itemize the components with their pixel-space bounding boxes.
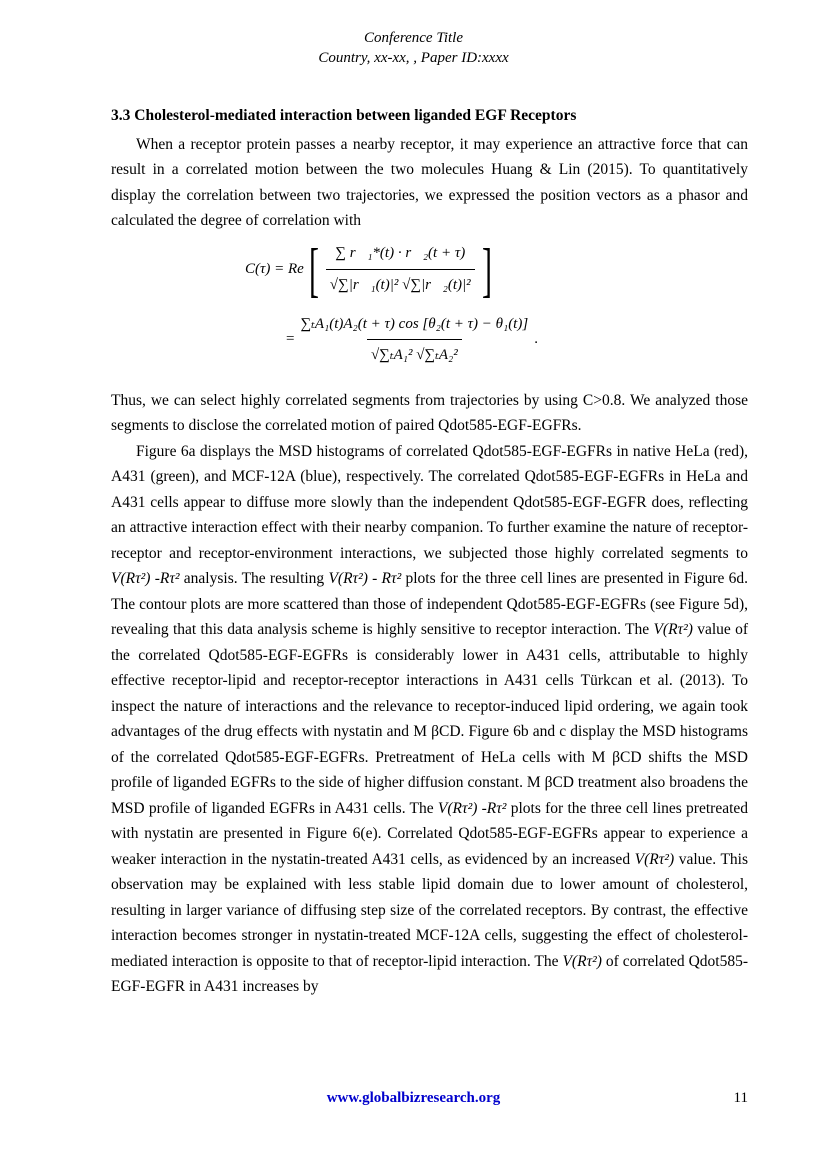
conference-title: Conference Title bbox=[363, 30, 463, 46]
equation-equals: = bbox=[286, 331, 295, 348]
paragraph-3: Figure 6a displays the MSD histograms of correlated Qdot585-EGF-EGFRs in native HeLa (red), A431 (green), and MCF-12A (blue), respectively. The correlated Qdot585-EGF-EGFRs in HeLa and A431 cells appear to diffuse more slowly than the independent Qdot585-EGF-EGFR does, reflecting an attractive interaction effect with their nearby companion. To further examine the nature of receptor-receptor and receptor-environment interactions, we subjected those highly correlated segments to V(Rτ²) -Rτ² analysis. The resulting V(Rτ²) - Rτ² plots for the three cell lines are presented in Figure 6d. The contour plots are more scattered than those of independent Qdot585-EGF-EGFRs (see Figure 5d), revealing that this data analysis scheme is highly sensitive to receptor interaction. The V(Rτ²) value of the correlated Qdot585-EGF-EGFRs is considerably lower in A431 cells, attributable to highly effective receptor-lipid and receptor-receptor interactions in A431 cells Türkcan et al. (2013). To inspect the nature of interactions and the relevance to receptor-induced lipid ordering, we again took advantages of the drug effects with nystatin and M βCD. Figure 6b and c display the MSD histograms of the correlated Qdot585-EGF-EGFRs. Pretreatment of HeLa cells with M βCD shifts the MSD profile of liganded EGFRs to the side of higher diffusion constant. M βCD treatment also broadens the MSD profile of liganded EGFRs in A431 cells. The V(Rτ²) -Rτ² plots for the three cell lines pretreated with nystatin are presented in Figure 6(e). Correlated Qdot585-EGF-EGFRs appear to experience a weaker interaction in the nystatin-treated A431 cells, as evidenced by an increased V(Rτ²) value. This observation may be explained with less stable lipid domain due to lower amount of cholesterol, resulting in larger variance of diffusing step size of the correlated receptors. By contrast, the effective interaction becomes stronger in nystatin-treated MCF-12A cells, suggesting the effect of cholesterol-mediated interaction is opposite to that of receptor-lipid interaction. The V(Rτ²) of correlated Qdot585-EGF-EGFR in A431 increases by bbox=[111, 442, 749, 995]
section-title: 3.3 Cholesterol-mediated interaction between liganded EGF Receptors bbox=[111, 107, 577, 124]
correlation-equation: C(τ) = Re [ $\frac{\text{∑ r⃗₁*(t) · r⃗₂(t + τ)}}{\text{√∑|r⃗₁(t)|² √∑|r⃗₂(t)|²}}$ ] = $\frac{\text{∑ₜA₁(t)A₂(t + τ) cos [θ₂(t + τ) − θ₁(t)]}}{\text{√∑ₜA₁² √∑ₜA₂²}}$ . bbox=[111, 240, 748, 378]
equation-fraction-2: $\frac{\text{∑ₜA₁(t)A₂(t + τ) cos [θ₂(t + τ) − θ₁(t)]}}{\text{√∑ₜA₁² √∑ₜA₂²}}$ bbox=[296, 312, 532, 369]
right-bracket: ] bbox=[481, 236, 492, 303]
equation-fraction-1: $\frac{\text{∑ r⃗₁*(t) · r⃗₂(t + τ)}}{\text{√∑|r⃗₁(t)|² √∑|r⃗₂(t)|²}}$ bbox=[326, 241, 475, 298]
page-header bbox=[0, 28, 827, 68]
paragraph-2: Thus, we can select highly correlated segments from trajectories by using C>0.8. We analyzed those segments to disclose the correlated motion of paired Qdot585-EGF-EGFRs. bbox=[111, 391, 748, 434]
main-content bbox=[111, 103, 748, 1000]
equation-lhs: C(τ) = Re bbox=[245, 260, 304, 277]
website-link[interactable]: www.globalbizresearch.org bbox=[326, 1090, 501, 1106]
left-bracket: [ bbox=[308, 236, 319, 303]
conference-location: Country, xx-xx, , Paper ID:xxxx bbox=[318, 50, 509, 66]
page-number: 11 bbox=[733, 1090, 748, 1106]
paragraph-1: When a receptor protein passes a nearby receptor, it may experience an attractive force that can result in a correlated motion between the two molecules Huang & Lin (2015). To quantitatively display the correlation between two trajectories, we expressed the position vectors as a phasor and calculated the degree of correlation with bbox=[111, 135, 748, 229]
